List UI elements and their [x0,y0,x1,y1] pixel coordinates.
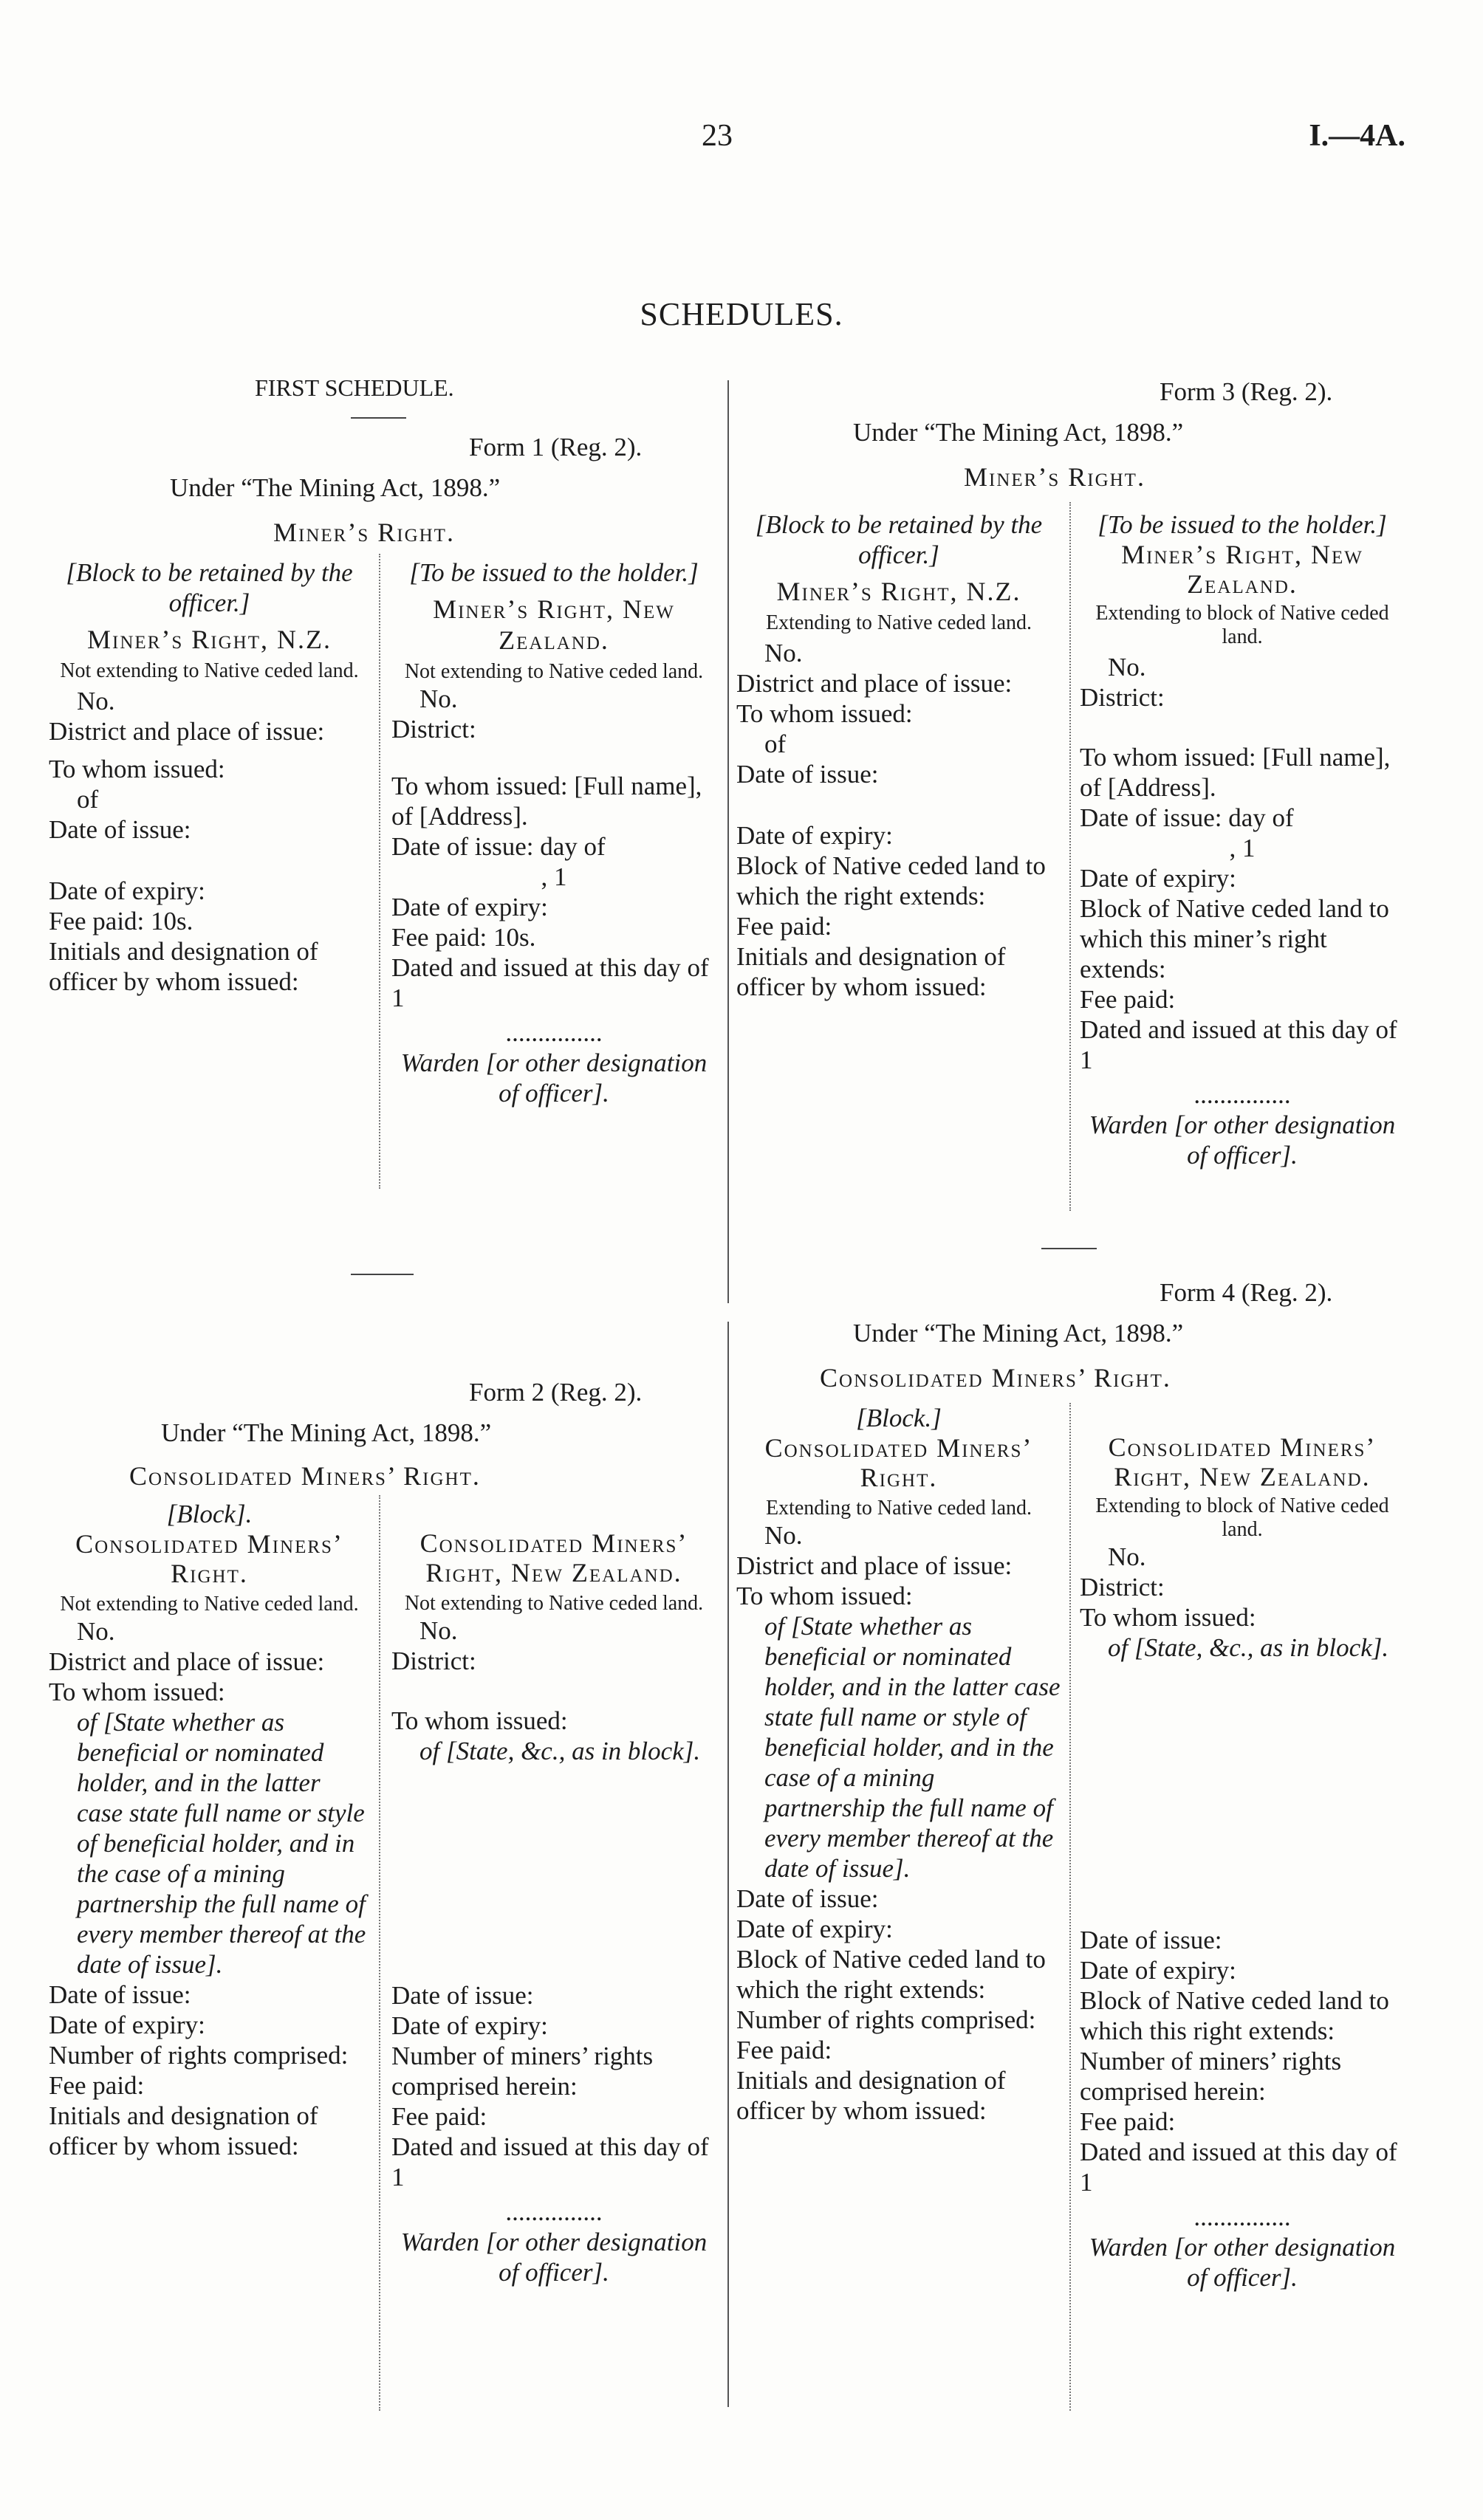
form4-under: Under “The Mining Act, 1898.” [853,1319,1184,1347]
of-field: of [State whether as beneficial or nominated holder, and in the latter case state full name or style of beneficial holder, and in the case of a mining partnership the full name of every member thereof at the date of issue]. [764,1612,1061,1883]
fee-field: Fee paid: 10s. [49,907,193,935]
form2-block [49,1499,370,2161]
form1-under: Under “The Mining Act, 1898.” [170,473,501,502]
date-expiry-field: Date of expiry: [391,893,548,921]
rights-count-field: Number of miners’ rights comprised herein: [1080,2047,1342,2106]
number-field: No. [77,687,115,715]
to-whom-field: To whom issued: [736,1582,913,1610]
fee-field: Fee paid: [391,2102,487,2131]
number-field: No. [77,1617,115,1646]
fee-field: Fee paid: 10s. [391,923,536,952]
fee-field: Fee paid: [1080,985,1176,1014]
number-field: No. [764,639,803,667]
rights-count-field: Number of rights comprised: [49,2041,349,2070]
block-scope: Not extending to Native ceded land. [60,1593,359,1616]
initials-field: Initials and designation of officer by whom issued: [49,2101,318,2160]
warden-signature: Warden [or other designation of officer]. [400,1048,708,1108]
date-expiry-field: Date of expiry: [736,1915,893,1943]
of-field: of [State, &c., as in block]. [419,1737,701,1765]
to-whom-field: To whom issued: [1080,1603,1256,1632]
signature-dots: ............... [505,2197,603,2226]
block-title: Consolidated Miners’ Right. [764,1433,1033,1492]
holder-scope: Not extending to Native ceded land. [404,660,704,683]
holder-title: Consolidated Miners’ Right, New Zealand. [419,1528,688,1587]
date-issue-field: Date of issue: [1080,1926,1222,1954]
district-field: District and place of issue: [736,1551,1013,1580]
first-schedule-heading: FIRST SCHEDULE. [255,374,454,401]
block-scope: Extending to Native ceded land. [766,611,1032,634]
to-whom-field: To whom issued: [391,1706,568,1735]
form4-holder [1080,1432,1405,2293]
form1-type: Miner’s Right. [273,518,455,547]
document-reference: I.—4A. [1309,119,1405,153]
form1-holder [391,557,716,1108]
date-expiry-field: Date of expiry: [49,876,205,905]
form3-type: Miner’s Right. [964,462,1145,492]
district-field: District: [391,715,476,744]
form4-type: Consolidated Miners’ Right. [820,1363,1171,1393]
warden-signature: Warden [or other designation of officer]. [1089,2233,1396,2292]
column-divider-top [727,380,729,1303]
block-note: [Block to be retained by the officer.] [66,558,353,617]
holder-title: Miner’s Right, New Zealand. [1121,540,1363,599]
to-whom-field: To whom issued: [Full name], of [Address]. [1080,743,1391,802]
date-expiry-field: Date of expiry: [1080,864,1236,893]
date-expiry-field: Date of expiry: [391,2011,548,2040]
form2-under: Under “The Mining Act, 1898.” [161,1418,492,1447]
dated-field: Dated and issued at this day of 1 [391,953,709,1012]
block-land-field: Block of Native ceded land to which the right extends: [736,1945,1046,2004]
form-separator-left [351,1274,414,1275]
date-expiry-field: Date of expiry: [736,821,893,850]
initials-field: Initials and designation of officer by whom issued: [736,942,1006,1001]
year-field: , 1 [1229,834,1256,862]
district-field: District: [1080,1573,1165,1601]
form3-block [736,509,1061,1002]
initials-field: Initials and designation of officer by whom issued: [49,937,318,996]
schedule-rule [351,417,406,419]
block-land-field: Block of Native ceded land to which the right extends: [736,851,1046,910]
dated-field: Dated and issued at this day of 1 [1080,1015,1397,1074]
dated-field: Dated and issued at this day of 1 [1080,2138,1397,2197]
block-note: [Block]. [166,1500,253,1528]
holder-title: Consolidated Miners’ Right, New Zealand. [1108,1432,1377,1491]
form1-block [49,557,370,997]
holder-note: [To be issued to the holder.] [409,558,699,587]
to-whom-field: To whom issued: [736,699,913,728]
number-field: No. [1108,1542,1146,1571]
fee-field: Fee paid: [736,912,832,941]
number-field: No. [419,684,458,713]
number-field: No. [1108,653,1146,682]
of-field: of [77,785,99,814]
column-divider-bottom [727,1322,729,2407]
fee-field: Fee paid: [736,2036,832,2064]
to-whom-field: To whom issued: [49,755,225,783]
block-land-field: Block of Native ceded land to which this right extends: [1080,1986,1389,2045]
holder-scope: Extending to block of Native ceded land. [1095,1494,1389,1541]
date-issue-field: Date of issue: [736,760,879,789]
form4-block-divider [1069,1403,1071,2411]
date-issue-field: Date of issue: [49,1980,191,2009]
block-title: Miner’s Right, N.Z. [87,625,332,654]
year-field: , 1 [541,862,567,891]
date-issue-field: Date of issue: [49,815,191,844]
form4-heading: Form 4 (Reg. 2). [1160,1278,1333,1307]
date-issue-field: Date of issue: [736,1884,879,1913]
form1-heading: Form 1 (Reg. 2). [469,433,643,461]
signature-dots: ............... [1193,2203,1291,2231]
form2-block-divider [379,1495,380,2411]
to-whom-field: To whom issued: [Full name], of [Address]. [391,772,702,831]
of-field: of [State, &c., as in block]. [1108,1633,1389,1662]
page-title: SCHEDULES. [640,296,843,332]
holder-scope: Extending to block of Native ceded land. [1095,602,1389,648]
page-number: 23 [702,119,733,153]
dated-field: Dated and issued at this day of 1 [391,2132,709,2191]
of-field: of [State whether as beneficial or nominated holder, and in the latter case state full name or style of beneficial holder, and in the case of a mining partnership the full name of every member thereof at the date of issue]. [77,1708,366,1979]
holder-scope: Not extending to Native ceded land. [404,1592,704,1615]
form-separator-right [1041,1248,1097,1249]
form4-block [736,1403,1061,2126]
signature-dots: ............... [1193,1080,1291,1109]
initials-field: Initials and designation of officer by whom issued: [736,2066,1006,2125]
block-note: [Block to be retained by the officer.] [755,510,1043,569]
district-field: District and place of issue: [49,717,325,746]
fee-field: Fee paid: [1080,2107,1176,2136]
block-land-field: Block of Native ceded land to which this miner’s right extends: [1080,894,1389,983]
form2-holder [391,1528,716,2287]
district-field: District and place of issue: [736,669,1013,698]
of-field: of [764,729,787,758]
date-issue-field: Date of issue: [391,1981,534,2010]
warden-signature: Warden [or other designation of officer]. [400,2228,708,2287]
rights-count-field: Number of rights comprised: [736,2005,1036,2034]
signature-dots: ............... [505,1018,603,1047]
form1-block-divider [379,554,380,1189]
date-expiry-field: Date of expiry: [1080,1956,1236,1985]
fee-field: Fee paid: [49,2071,145,2100]
block-scope: Not extending to Native ceded land. [60,659,359,682]
block-title: Miner’s Right, N.Z. [776,577,1021,606]
rights-count-field: Number of miners’ rights comprised herein: [391,2042,654,2101]
district-field: District: [1080,683,1165,712]
warden-signature: Warden [or other designation of officer]. [1089,1110,1396,1170]
form3-under: Under “The Mining Act, 1898.” [853,418,1184,447]
number-field: No. [419,1616,458,1645]
number-field: No. [764,1521,803,1550]
date-expiry-field: Date of expiry: [49,2011,205,2039]
form3-heading: Form 3 (Reg. 2). [1160,377,1333,406]
block-title: Consolidated Miners’ Right. [75,1529,343,1588]
date-issue-field: Date of issue: day of [391,832,606,861]
form2-heading: Form 2 (Reg. 2). [469,1378,643,1407]
form2-type: Consolidated Miners’ Right. [129,1461,481,1491]
block-scope: Extending to Native ceded land. [766,1497,1032,1520]
form3-block-divider [1069,502,1071,1211]
district-field: District: [391,1647,476,1675]
holder-note: [To be issued to the holder.] [1097,510,1387,539]
form3-holder [1080,509,1405,1170]
to-whom-field: To whom issued: [49,1678,225,1706]
holder-title: Miner’s Right, New Zealand. [433,594,675,655]
date-issue-field: Date of issue: day of [1080,803,1294,832]
block-note: [Block.] [856,1404,942,1432]
district-field: District and place of issue: [49,1647,325,1676]
